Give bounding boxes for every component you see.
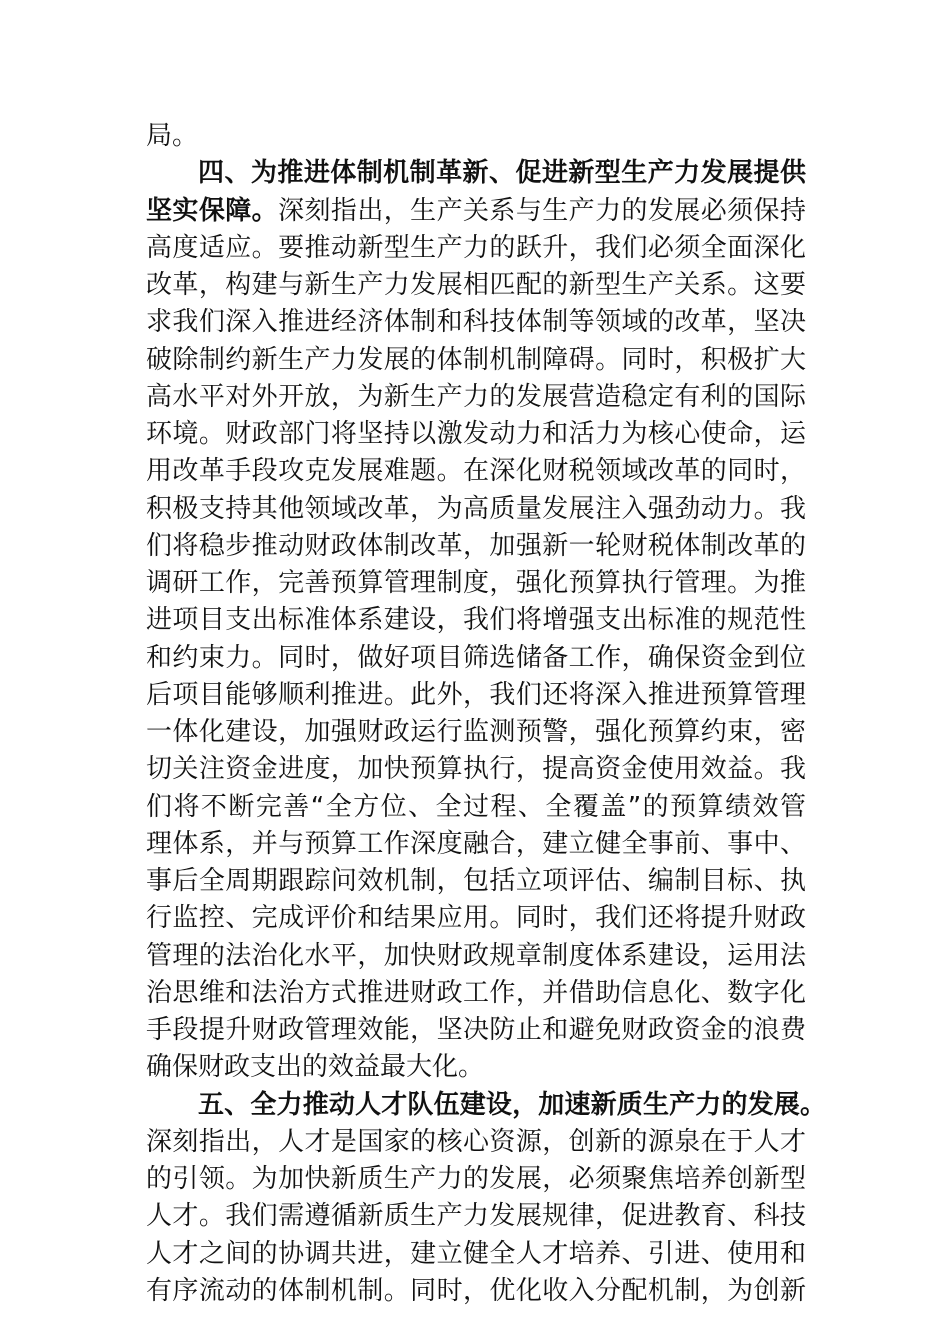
- body-text: 局。: [146, 121, 199, 151]
- text-line: [198, 1085, 826, 1125]
- text-line: [146, 489, 806, 529]
- text-line: [146, 675, 806, 715]
- body-text: 确保财政支出的效益最大化。: [146, 1052, 485, 1083]
- body-text: 有序流动的体制机制。同时，优化收入分配机制，为创新: [146, 1275, 806, 1306]
- text-line: [146, 1159, 806, 1199]
- text-line: [146, 1271, 806, 1311]
- text-line: [146, 936, 806, 976]
- body-text: 高度适应。要推动新型生产力的跃升，我们必须全面深化: [146, 232, 806, 263]
- text-line: [146, 638, 806, 678]
- text-line: [146, 824, 806, 864]
- body-text: 后项目能够顺利推进。此外，我们还将深入推进预算管理: [146, 679, 806, 710]
- body-text: 求我们深入推进经济体制和科技体制等领域的改革，坚决: [146, 307, 806, 338]
- body-text: 积极支持其他领域改革，为高质量发展注入强劲动力。我: [146, 493, 806, 524]
- text-line: [146, 340, 806, 380]
- body-text: 的引领。为加快新质生产力的发展，必须聚焦培养创新型: [146, 1164, 806, 1194]
- body-text: 用改革手段攻克发展难题。在深化财税领域改革的同时，: [146, 456, 806, 487]
- text-line: [146, 1196, 806, 1236]
- text-line: [146, 898, 806, 938]
- body-text: 进项目支出标准体系建设，我们将增强支出标准的规范性: [146, 605, 806, 636]
- text-line: [146, 191, 806, 231]
- body-text: 人才之间的协调共进，建立健全人才培养、引进、使用和: [146, 1238, 806, 1269]
- body-text: 切关注资金进度，加快预算执行，提高资金使用效益。我: [146, 754, 806, 785]
- text-line: [146, 228, 806, 268]
- text-line: [146, 973, 806, 1013]
- text-line: [146, 1234, 806, 1274]
- body-text: 事后全周期跟踪问效机制，包括立项评估、编制目标、执: [146, 866, 806, 896]
- body-text: 治思维和法治方式推进财政工作，并借助信息化、数字化: [146, 977, 806, 1008]
- body-text: 管理的法治化水平，加快财政规章制度体系建设，运用法: [146, 940, 806, 971]
- body-text: 手段提升财政管理效能，坚决防止和避免财政资金的浪费: [146, 1015, 806, 1045]
- body-text: 一体化建设，加强财政运行监测预警，强化预算约束，密: [146, 717, 806, 747]
- body-text: 深刻指出，生产关系与生产力的发展必须保持: [278, 195, 806, 226]
- body-text: 环境。财政部门将坚持以激发动力和活力为核心使命，运: [146, 419, 806, 449]
- body-text: 高水平对外开放，为新生产力的发展营造稳定有利的国际: [146, 381, 806, 412]
- body-text: 们将不断完善“全方位、全过程、全覆盖”的预算绩效管: [146, 791, 806, 822]
- text-line: [198, 153, 806, 193]
- text-line: [146, 414, 806, 454]
- text-line: [146, 749, 806, 789]
- text-line: [146, 563, 806, 603]
- body-text: 深刻指出，人才是国家的核心资源，创新的源泉在于人才: [146, 1126, 806, 1157]
- body-text: 破除制约新生产力发展的体制机制障碍。同时，积极扩大: [146, 344, 806, 375]
- bold-heading-text: 四、为推进体制机制革新、促进新型生产力发展提供: [198, 158, 806, 189]
- text-line: [146, 1010, 806, 1050]
- body-text: 和约束力。同时，做好项目筛选储备工作，确保资金到位: [146, 642, 806, 673]
- body-text: 行监控、完成评价和结果应用。同时，我们还将提升财政: [146, 903, 806, 934]
- body-text: 人才。我们需遵循新质生产力发展规律，促进教育、科技: [146, 1201, 806, 1232]
- body-text: 调研工作，完善预算管理制度，强化预算执行管理。为推: [146, 568, 806, 598]
- text-line: [146, 265, 806, 305]
- text-line: [146, 600, 806, 640]
- text-line: [146, 861, 806, 901]
- text-line: [146, 451, 806, 491]
- body-text: 理体系，并与预算工作深度融合，建立健全事前、事中、: [146, 828, 806, 859]
- text-line: [146, 712, 806, 752]
- body-text: 改革，构建与新生产力发展相匹配的新型生产关系。这要: [146, 270, 806, 300]
- text-line: [146, 526, 806, 566]
- text-line: [146, 1047, 806, 1087]
- text-line: [146, 116, 806, 156]
- text-line: [146, 377, 806, 417]
- bold-heading-text: 坚实保障。: [146, 195, 279, 226]
- bold-heading-text: 五、全力推动人才队伍建设，加速新质生产力的发展。: [198, 1089, 826, 1120]
- text-line: [146, 302, 806, 342]
- text-line: [146, 1122, 806, 1162]
- text-line: [146, 787, 806, 827]
- body-text: 们将稳步推动财政体制改革，加强新一轮财税体制改革的: [146, 530, 806, 561]
